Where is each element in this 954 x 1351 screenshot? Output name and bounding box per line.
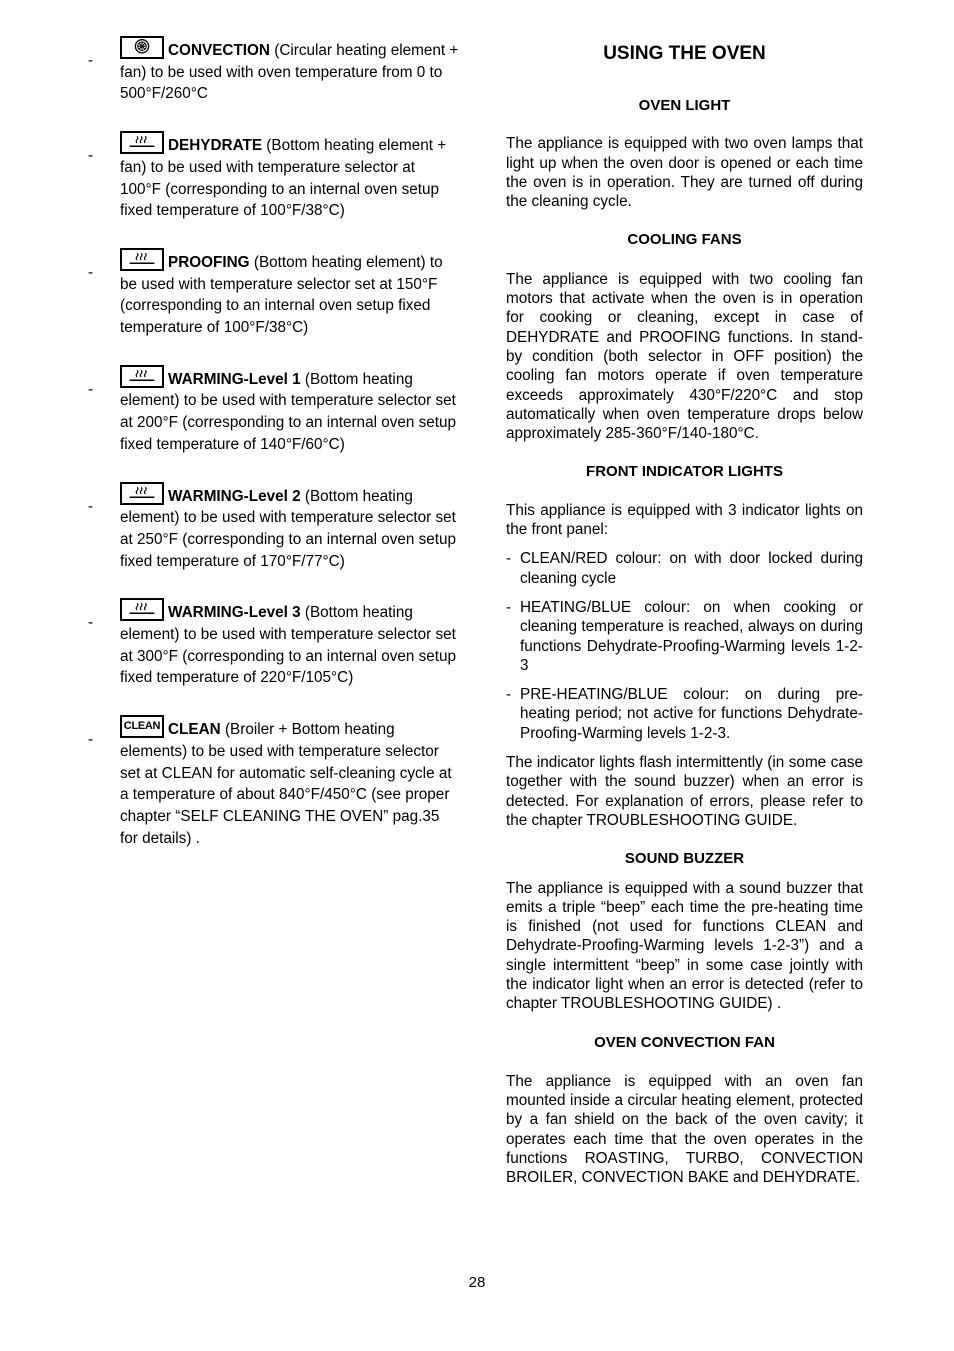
- function-name: WARMING-Level 3: [168, 604, 301, 622]
- front-indicator-intro: This appliance is equipped with 3 indicator lights on the front panel:: [506, 501, 863, 539]
- function-name: CLEAN: [168, 721, 221, 739]
- sound-buzzer-text: The appliance is equipped with a sound buzzer that emits a triple “beep” each time the pre-heating time is finished (not used for functions CLEAN and Dehydrate-Proofing-Warming levels 1-2-3”) and a single intermittent “beep” in some case jointly with the indicator light when an error is detected (refer to chapter TROUBLESHOOTING GUIDE) .: [506, 879, 863, 1013]
- function-description: (Bottom heating element + fan) to be used with temperature selector at 100°F (corresponding to an internal oven setup fixed temperature of 100°F/38°C): [120, 137, 447, 220]
- cooling-fans-text: The appliance is equipped with two cooling fan motors that activate when the oven is in operation for cooking or cleaning, except in case of DEHYDRATE and PROOFING functions. In stand-by condition (both selector in OFF position) the cooling fan motors operate if oven temperature exceeds approximately 430°F/220°C and stop automatically when oven temperature drops below approximately 285-360°F/140-180°C.: [506, 270, 863, 443]
- section-title: USING THE OVEN: [603, 43, 766, 64]
- indicator-description: HEATING/BLUE colour: on when cooking or cleaning temperature is reached, always on during functions Dehydrate-Proofing-Warming levels 1-2-3: [520, 598, 863, 674]
- bottom-heat-icon: [120, 248, 164, 271]
- convection-fan-text: The appliance is equipped with an oven fan mounted inside a circular heating element, protected by a fan shield on the back of the oven cavity; it operates each time that the oven operates in the functions ROASTING, TURBO, CONVECTION BROILER, CONVECTION BAKE and DEHYDRATE.: [506, 1072, 863, 1187]
- list-bullet: -: [88, 52, 94, 69]
- function-item-proofing: [88, 252, 460, 339]
- list-bullet: -: [506, 686, 512, 704]
- list-bullet: -: [88, 731, 94, 749]
- bottom-heat-icon: [120, 131, 164, 154]
- indicator-description: CLEAN/RED colour: on with door locked during cleaning cycle: [520, 550, 863, 587]
- indicator-description: PRE-HEATING/BLUE colour: on during pre-heating period; not active for functions Dehydrate-Proofing-Warming levels 1-2-3.: [520, 686, 863, 742]
- convection-fan-heading: OVEN CONVECTION FAN: [594, 1033, 775, 1051]
- bottom-heat-icon: [120, 482, 164, 505]
- fan-element-icon: [120, 36, 164, 59]
- front-indicator-heading: FRONT INDICATOR LIGHTS: [586, 463, 783, 481]
- list-bullet: -: [506, 550, 512, 568]
- indicator-list: [506, 549, 863, 743]
- cooling-fans-heading: COOLING FANS: [627, 231, 742, 249]
- list-item: [506, 549, 863, 588]
- function-item-warming-2: [88, 486, 460, 573]
- page-number: 28: [468, 1274, 486, 1291]
- function-name: PROOFING: [168, 253, 250, 271]
- bottom-heat-icon: [120, 365, 164, 388]
- list-bullet: -: [88, 380, 94, 398]
- list-bullet: -: [88, 614, 94, 632]
- list-bullet: -: [506, 598, 512, 616]
- oven-light-text: The appliance is equipped with two oven lamps that light up when the oven door is opened or each time the oven is in operation. They are turned off during the cleaning cycle.: [506, 135, 863, 211]
- list-bullet: -: [88, 147, 94, 165]
- front-indicator-outro: The indicator lights flash intermittently (in some case together with the sound buzzer) when an error is detected. For explanation of errors, please refer to the chapter TROUBLESHOOTING GUIDE.: [506, 754, 863, 829]
- function-item-warming-3: [88, 602, 460, 689]
- sound-buzzer-heading: SOUND BUZZER: [624, 850, 745, 868]
- clean-symbol-text: CLEAN: [123, 720, 161, 733]
- bottom-heat-icon: [120, 598, 164, 621]
- function-description: (Circular heating element + fan) to be used with oven temperature from 0 to 500°F/260°C: [120, 42, 459, 103]
- function-item-dehydrate: [88, 135, 460, 222]
- list-bullet: -: [88, 263, 94, 281]
- function-name: CONVECTION: [168, 42, 270, 59]
- function-item-warming-1: [88, 369, 460, 456]
- oven-light-heading: OVEN LIGHT: [638, 97, 731, 114]
- function-description: (Bottom heating element) to be used with temperature selector set at 150°F (corresponding to an internal oven setup fixed temperature of 100°F/38°C): [120, 253, 443, 337]
- list-bullet: -: [88, 497, 94, 515]
- function-name: WARMING-Level 1: [168, 370, 301, 388]
- using-the-oven-section: [506, 40, 863, 1188]
- function-description: (Bottom heating element) to be used with temperature selector set at 250°F (corresponding to an internal oven setup fixed temperature of 170°F/77°C): [120, 487, 457, 570]
- function-list: [88, 40, 460, 849]
- function-description: (Bottom heating element) to be used with temperature selector set at 200°F (corresponding to an internal oven setup fixed temperature of 140°F/60°C): [120, 370, 457, 453]
- function-description: (Broiler + Bottom heating elements) to be used with temperature selector set at CLEAN for automatic self-cleaning cycle at a temperature of about 840°F/450°C (see proper chapter “SELF CLEANING THE OVEN” pag.35 for details) .: [120, 721, 452, 847]
- list-item: [506, 685, 863, 743]
- function-name: DEHYDRATE: [168, 137, 263, 155]
- function-item-clean: [88, 719, 460, 849]
- clean-label-icon: [120, 715, 164, 738]
- function-item-convection: [88, 40, 460, 105]
- list-item: [506, 598, 863, 675]
- function-name: WARMING-Level 2: [168, 487, 301, 505]
- function-description: (Bottom heating element) to be used with temperature selector set at 300°F (corresponding to an internal oven setup fixed temperature of 220°F/105°C): [120, 604, 457, 687]
